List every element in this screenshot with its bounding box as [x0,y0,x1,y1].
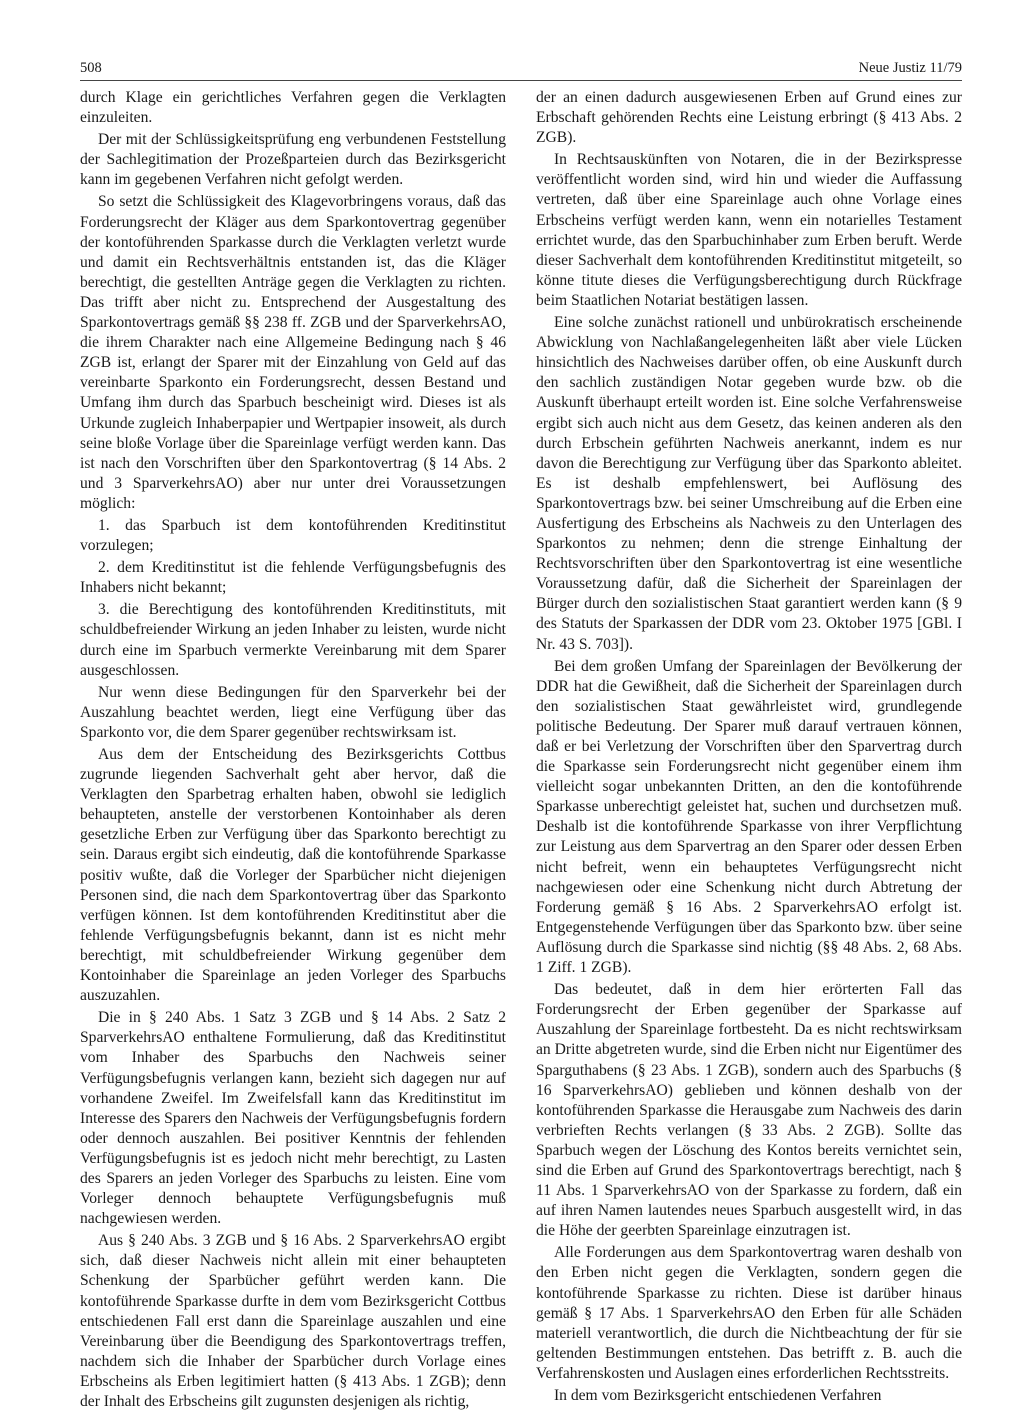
paragraph: Aus dem der Entscheidung des Bezirksgerichts Cottbus zugrunde liegenden Sachverhalt geht aber hervor, daß die Verklagten den Sparbetrag erhalten haben, obwohl sie lediglich behaupteten, anstelle der verstorbenen Kontoinhaber als deren gesetzliche Erben zur Verfügung über das Sparkonto berechtigt zu sein. Daraus ergibt sich eindeutig, daß die kontoführende Sparkasse positiv wußte, daß die Vorleger der Sparbücher nicht diejenigen Personen sind, die nach dem Sparkontovertrag über das Sparkonto verfügen können. Ist dem kontoführenden Kreditinstitut aber die fehlende Verfügungsbefugnis bekannt, dann ist es nicht mehr berechtigt, mit schuldbefreiender Wirkung gegenüber dem Kontoinhaber die Spareinlage an jeden Vorleger des Sparbuchs auszuzahlen. [80,746,506,1005]
journal-info: Neue Justiz 11/79 [858,60,962,76]
list-item: 1. das Sparbuch ist dem kontoführenden Kreditinstitut vorzulegen; [80,516,506,555]
paragraph: Bei dem großen Umfang der Spareinlagen der Bevölkerung der DDR hat die Gewißheit, daß die Sicherheit der Spareinlagen durch den sozialistischen Staat gewährleistet wird, grundlegende politische Bedeutung. Der Sparer muß darauf vertrauen können, daß er bei Verletzung der Vorschriften über den Sparvertrag durch die Sparkasse sein Forderungsrecht nicht gegenüber einem ihm vielleicht sogar unbekannten Dritten, an den die kontoführende Sparkasse unberechtigt geleistet hat, suchen und durchsetzen muß. Deshalb ist die kontoführende Sparkasse von ihrer Verpflichtung zur Leistung aus dem Sparvertrag an den Sparer oder dessen Erben nicht befreit, wenn ein behauptetes Verfügungsrecht nicht nachgewiesen oder eine Schenkung nicht durch Abtretung der Forderung gemäß § 16 Abs. 2 SparverkehrsAO erfolgt ist. Entgegenstehende Verfügungen über das Sparkonto bzw. über seine Auflösung durch die Sparkasse sind nichtig (§§ 48 Abs. 2, 68 Abs. 1 Ziff. 1 ZGB). [536,657,962,977]
right-column [536,88,962,1408]
left-column [80,88,506,1414]
paragraph: Die in § 240 Abs. 1 Satz 3 ZGB und § 14 Abs. 2 Satz 2 SparverkehrsAO enthaltene Formulierung, daß das Kreditinstitut vom Inhaber des Sparbuchs den Nachweis seiner Verfügungsbefugnis verlangen kann, bezieht sich dagegen nur auf vorhandene Zweifel. Im Zweifelsfall kann das Kreditinstitut im Interesse des Sparers den Nachweis der Verfügungsbefugnis fordern oder dennoch auszahlen. Bei positiver Kenntnis der fehlenden Verfügungsbefugnis ist es jedoch nicht mehr berechtigt, zu Lasten des Sparers an jeden Vorleger des Sparbuchs zu leisten. Eine vom Vorleger dennoch behauptete Verfügungsbefugnis muß nachgewiesen werden. [80,1009,506,1228]
paragraph: Eine solche zunächst rationell und unbürokratisch erscheinende Abwicklung von Nachlaßangelegenheiten läßt aber viele Lücken hinsichtlich des Nachweises darüber offen, ob eine Auskunft durch den sachlich zuständigen Notar gegeben wurde bzw. ob die Auskunft überhaupt erteilt worden ist. Eine solche Verfahrensweise ergibt sich auch nicht aus dem Gesetz, das keinen anderen als den durch Erbschein geführten Nachweis anerkannt, indem es nur davon die Berechtigung zur Verfügung über das Sparkonto ableitet. Es ist deshalb empfehlenswert, bei Auflösung des Sparkontovertrags bzw. bei seiner Umschreibung auf die Erben eine Ausfertigung des Erbscheins als Nachweis zu den Unterlagen des Sparkontos zu nehmen; denn die strenge Einhaltung der Rechtsvorschriften über den Sparkontovertrag ist eine wesentliche Voraussetzung dafür, daß die Sicherheit der Spareinlagen der Bürger durch den sozialistischen Staat garantiert werden kann (§ 9 des Statuts der Sparkassen der DDR vom 23. Oktober 1975 [GBl. I Nr. 43 S. 703]). [536,314,962,653]
list-item: 2. dem Kreditinstitut ist die fehlende Verfügungsbefugnis des Inhabers nicht bekannt; [80,559,506,597]
page-number: 508 [80,60,102,76]
paragraph: der an einen dadurch ausgewiesenen Erben auf Grund eines zur Erbschaft gehörenden Rechts eine Leistung erbringt (§ 413 Abs. 2 ZGB). [536,89,962,147]
paragraph: Das bedeutet, daß in dem hier erörterten Fall das Forderungsrecht der Erben gegenüber der Sparkasse auf Auszahlung der Spareinlage fortbesteht. Da es nicht rechtswirksam an Dritte abgetreten wurde, sind die Erben nicht nur Eigentümer des Sparguthabens (§ 23 Abs. 1 ZGB), sondern auch des Sparbuchs (§ 16 SparverkehrsAO) geblieben und können deshalb von der kontoführenden Sparkasse die Herausgabe zum Nachweis des darin verbrieften Rechts verlangen (§ 33 Abs. 2 ZGB). Sollte das Sparbuch wegen der Löschung des Kontos bereits vernichtet sein, sind die Erben auf Grund des Sparkontovertrags berechtigt, nach § 11 Abs. 1 SparverkehrsAO von der Sparkasse zu fordern, daß ein auf ihren Namen lautendes neues Sparbuch ausgestellt wird, in das die Höhe der geerbten Spareinlage einzutragen ist. [536,981,962,1240]
paragraph: Alle Forderungen aus dem Sparkontovertrag waren deshalb von den Erben nicht gegen die Verklagten, sondern gegen die kontoführende Sparkasse zu richten. Diese ist darüber hinaus gemäß § 17 Abs. 1 SparverkehrsAO den Erben für alle Schäden materiell verantwortlich, die durch die Nichtbeachtung der für sie geltenden Bestimmungen entstehen. Das betrifft z. B. auch die Verfahrenskosten und Auslagen eines erforderlichen Rechtsstreits. [536,1244,962,1382]
paragraph: So setzt die Schlüssigkeit des Klagevorbringens voraus, daß das Forderungsrecht der Kläger aus dem Sparkontovertrag gegenüber der kontoführenden Sparkasse durch die Verklagten verletzt wurde und damit ein Rechtsverhältnis entstanden ist, das die Kläger berechtigt, die gestellten Anträge gegen die Verklagten zu richten. Das trifft aber nicht zu. Entsprechend der Ausgestaltung des Sparkontovertrags gemäß §§ 238 ff. ZGB und der SparverkehrsAO, die ihrem Charakter nach eine Allgemeine Bedingung nach § 46 ZGB ist, erlangt der Sparer mit der Einzahlung von Geld auf das vereinbarte Sparkonto ein Forderungsrecht, dessen Bestand und Umfang ihm durch das Sparbuch bescheinigt wird. Dieses ist als Urkunde zugleich Inhaberpapier und Wertpapier insoweit, als durch seine bloße Vorlage über die Spareinlage verfügt werden kann. Das ist nach den Vorschriften über den Sparkontovertrag (§ 14 Abs. 2 und 3 SparverkehrsAO) aber nur unter drei Voraussetzungen möglich: [80,193,506,512]
paragraph: In Rechtsauskünften von Notaren, die in der Bezirkspresse veröffentlicht worden sind, wird hin und wieder die Auffassung vertreten, daß über eine Spareinlage auch ohne Vorlage eines Erbscheins verfügt werden kann, wenn ein notarielles Testament errichtet wurde, das den Sparbuchinhaber zum Erben beruft. Werde dieser Sachverhalt dem kontoführenden Kreditinstitut mitgeteilt, so könne titute dieses die Verfügungsberechtigung durch Rückfrage beim Staatlichen Notariat bestätigen lassen. [536,151,962,309]
header-rule [80,80,962,81]
paragraph: durch Klage ein gerichtliches Verfahren gegen die Verklagten einzuleiten. [80,89,506,127]
paragraph: Der mit der Schlüssigkeitsprüfung eng verbundenen Feststellung der Sachlegitimation der Prozeßparteien durch das Bezirksgericht kann im gegebenen Verfahren nicht gefolgt werden. [80,131,506,189]
paragraph: Nur wenn diese Bedingungen für den Sparverkehr bei der Auszahlung beachtet werden, liegt eine Verfügung über das Sparkonto vor, die dem Sparer gegenüber rechtswirksam ist. [80,683,506,741]
paragraph: Aus § 240 Abs. 3 ZGB und § 16 Abs. 2 SparverkehrsAO ergibt sich, daß dieser Nachweis nicht allein mit einer behaupteten Schenkung der Sparbücher geführt werden kann. Die kontoführende Sparkasse durfte in dem vom Bezirksgericht Cottbus entschiedenen Fall erst dann die Spareinlage auszahlen und eine Vereinbarung über die Beendigung des Sparkontovertrags treffen, nachdem sich die Inhaber der Sparbücher durch Vorlage eines Erbscheins als Erben legitimiert hatten (§ 413 Abs. 1 ZGB); denn der Inhalt des Erbscheins gilt zugunsten desjenigen als richtig, [80,1232,506,1410]
list-item: 3. die Berechtigung des kontoführenden Kreditinstituts, mit schuldbefreiender Wirkung an jeden Inhaber zu leisten, wurde nicht durch eine im Sparbuch vermerkte Vereinbarung mit dem Sparer ausgeschlossen. [80,601,506,679]
paragraph: In dem vom Bezirksgericht entschiedenen Verfahren [553,1387,882,1404]
